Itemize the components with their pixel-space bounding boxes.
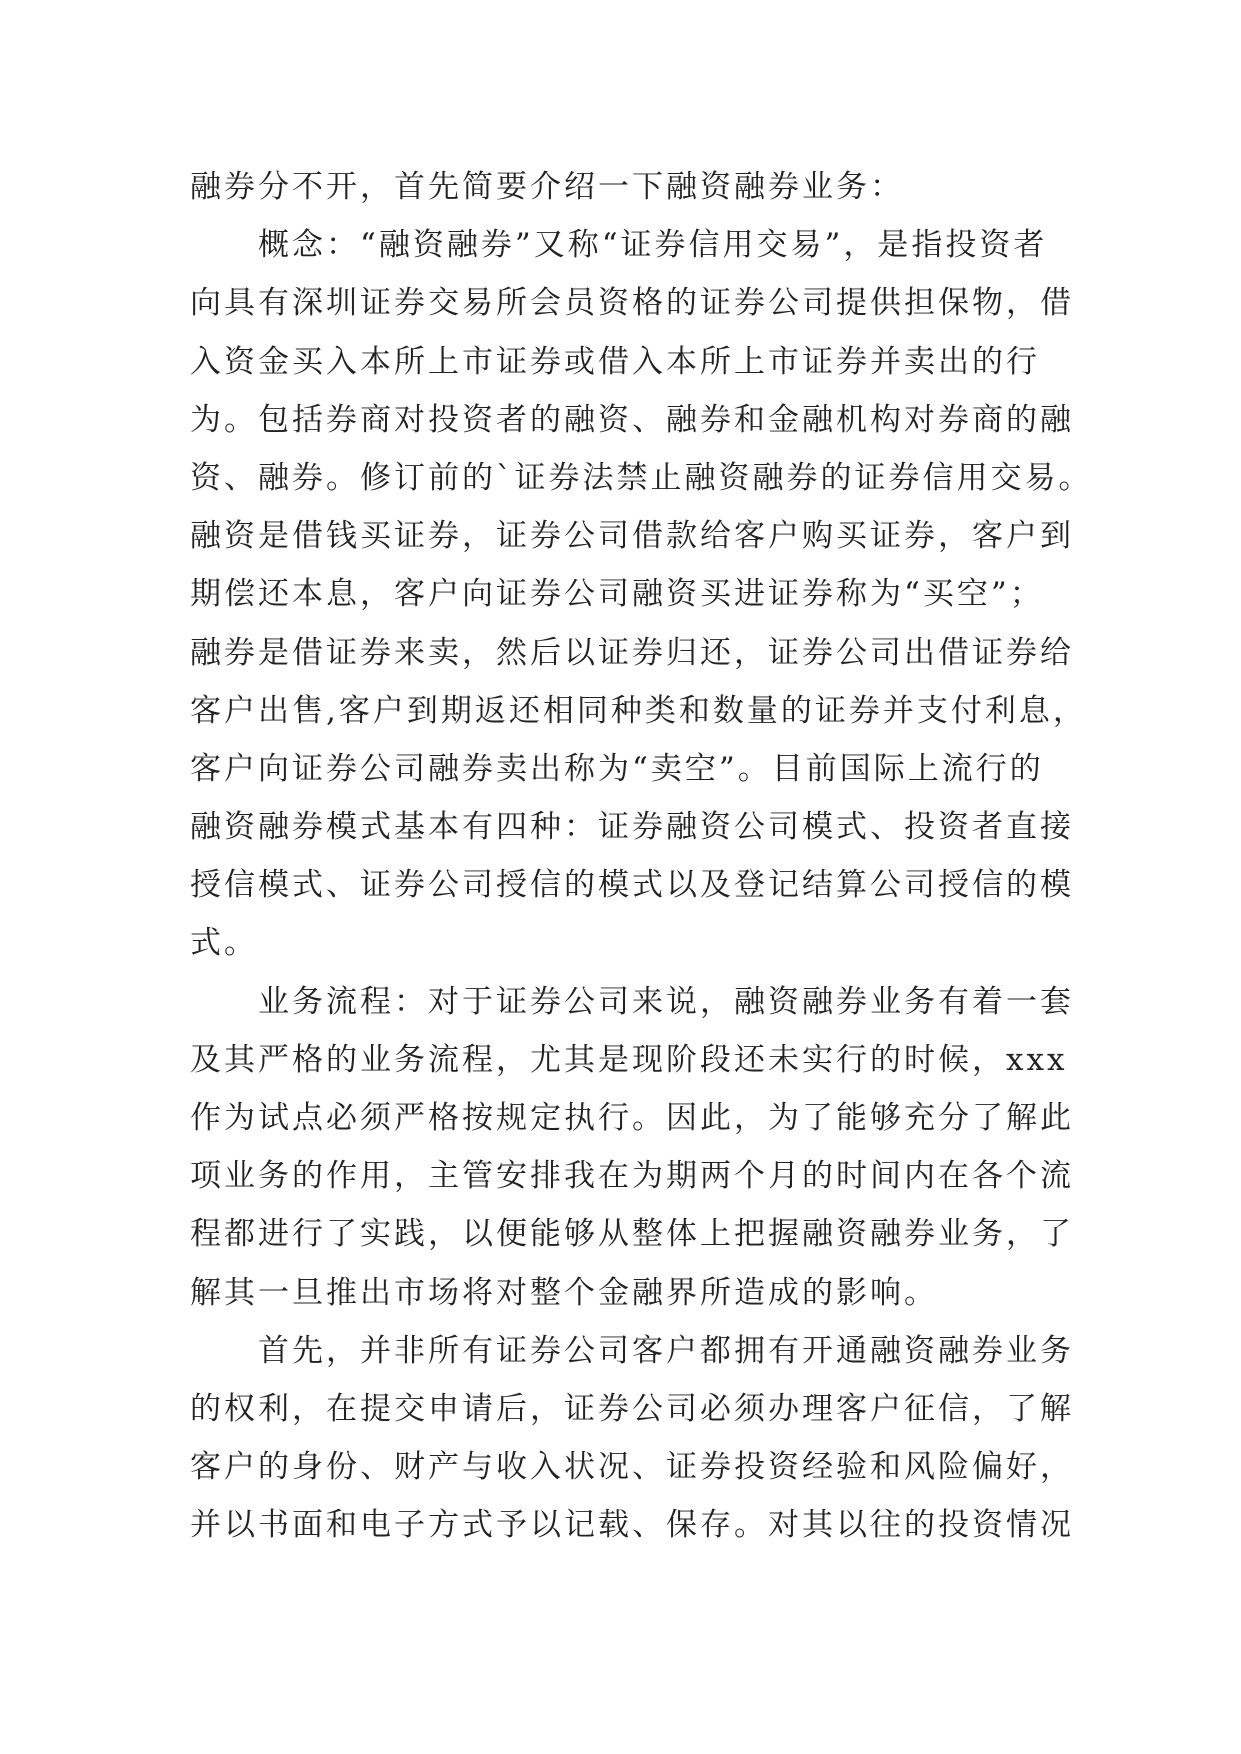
text-line: 融券分不开，首先简要介绍一下融资融券业务： — [190, 169, 904, 205]
text-line: 融资是借钱买证券，证券公司借款给客户购买证券，客户到 — [190, 518, 1074, 555]
text-line: 向具有深圳证券交易所会员资格的证券公司提供担保物，借 — [190, 285, 1074, 322]
text-line: 业务流程：对于证券公司来说，融资融券业务有着一套 — [190, 983, 1074, 1020]
text-line: 作为试点必须严格按规定执行。因此，为了能够充分了解此 — [190, 1100, 1074, 1136]
text-line: 并以书面和电子方式予以记载、保存。对其以往的投资情况 — [190, 1507, 1074, 1544]
body-text — [190, 158, 1093, 1555]
text-line: 概念：“融资融券”又称“证券信用交易”，是指投资者 — [190, 227, 1048, 264]
text-line: 的权利，在提交申请后，证券公司必须办理客户征信，了解 — [190, 1390, 1074, 1427]
text-line: 项业务的作用，主管安排我在为期两个月的时间内在各个流 — [190, 1158, 1074, 1195]
text-line: 资、融券。修订前的`证券法禁止融资融券的证券信用交易。 — [190, 459, 1093, 496]
text-line: 客户向证券公司融券卖出称为“卖空”。目前国际上流行的 — [190, 750, 1044, 787]
text-line: 融资融券模式基本有四种：证券融资公司模式、投资者直接 — [190, 809, 1074, 846]
text-line: 入资金买入本所上市证券或借入本所上市证券并卖出的行 — [190, 343, 1040, 380]
text-line: 授信模式、证券公司授信的模式以及登记结算公司授信的模 — [190, 867, 1074, 904]
text-line: 期偿还本息，客户向证券公司融资买进证券称为“买空”； — [190, 576, 1044, 613]
text-line: 客户的身份、财产与收入状况、证券投资经验和风险偏好， — [190, 1449, 1074, 1486]
text-line: 融券是借证券来卖，然后以证券归还，证券公司出借证券给 — [190, 634, 1074, 671]
text-line: 及其严格的业务流程，尤其是现阶段还未实行的时候，xxx — [190, 1041, 1068, 1078]
text-line: 解其一旦推出市场将对整个金融界所造成的影响。 — [190, 1274, 938, 1311]
text-line: 客户出售,客户到期返还相同种类和数量的证券并支付利息， — [190, 692, 1087, 729]
text-line: 式。 — [190, 925, 258, 962]
text-line: 为。包括券商对投资者的融资、融券和金融机构对券商的融 — [190, 401, 1074, 438]
text-line: 程都进行了实践，以便能够从整体上把握融资融券业务，了 — [190, 1216, 1074, 1253]
text-line: 首先，并非所有证券公司客户都拥有开通融资融券业务 — [190, 1332, 1074, 1369]
